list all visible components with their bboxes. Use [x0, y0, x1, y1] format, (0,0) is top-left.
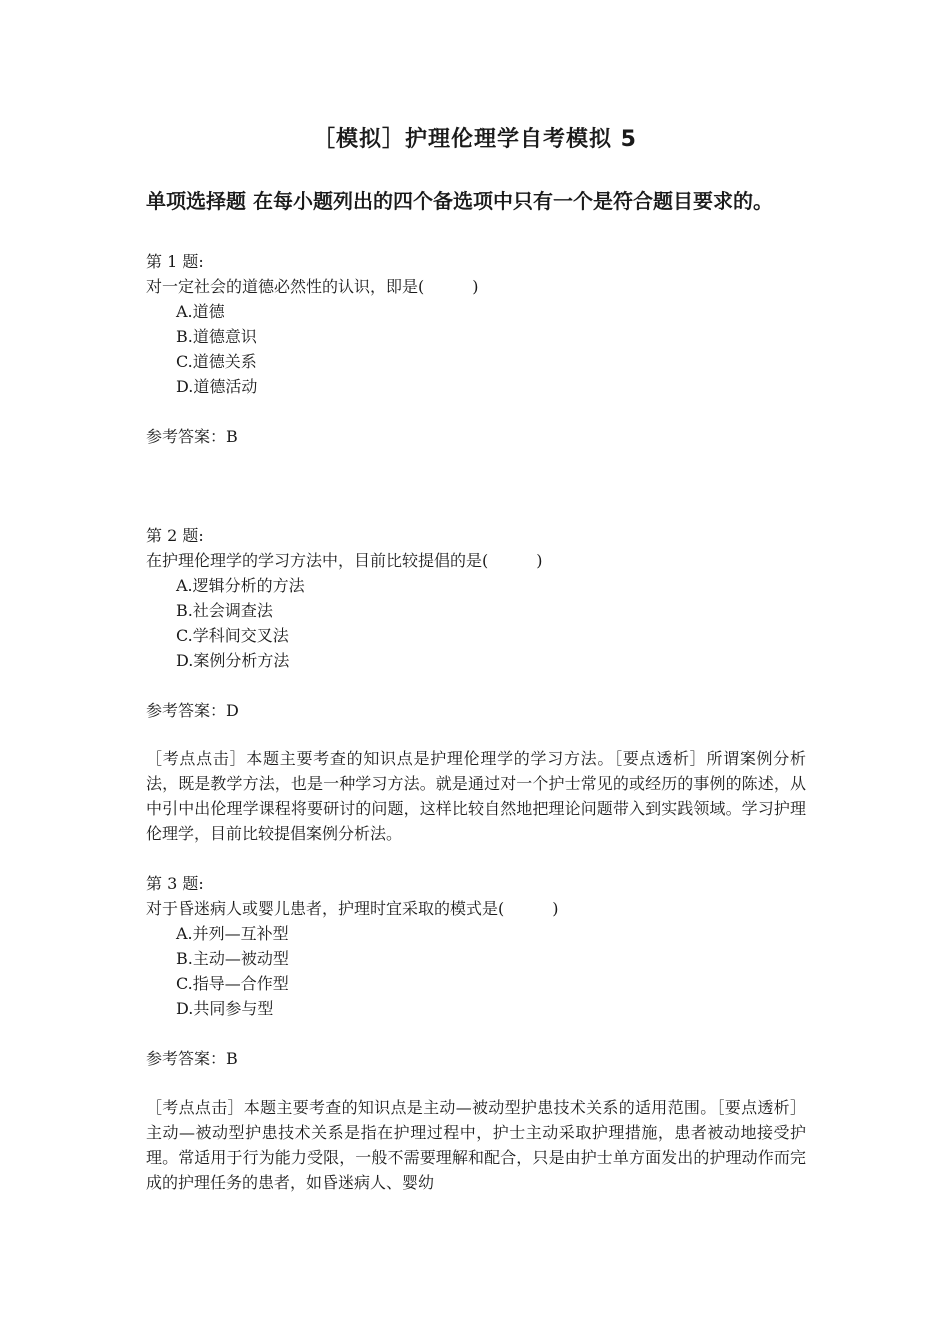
- option-b: B.道德意识: [176, 327, 257, 346]
- question-1: [146, 249, 816, 449]
- reference-answer: 参考答案：B: [146, 427, 238, 446]
- option-a: A.逻辑分析的方法: [176, 576, 305, 595]
- option-d: D.案例分析方法: [176, 651, 290, 670]
- document-title: ［模拟］护理伦理学自考模拟 5: [313, 127, 637, 152]
- option-d: D.道德活动: [176, 377, 258, 396]
- answer-analysis: ［考点点击］本题主要考查的知识点是主动—被动型护患技术关系的适用范围。［要点透析］主动—被动型护患技术关系是指在护理过程中，护士主动采取护理措施，患者被动地接受护理。常适用于行为能力受限，一般不需要理解和配合，只是由护士单方面发出的护理动作而完成的护理任务的患者，如昏迷病人、婴幼: [146, 1098, 806, 1192]
- option-d: D.共同参与型: [176, 999, 274, 1018]
- question-stem: 对于昏迷病人或婴儿患者，护理时宜采取的模式是( ): [146, 899, 559, 918]
- reference-answer: 参考答案：D: [146, 701, 239, 720]
- reference-answer: 参考答案：B: [146, 1049, 238, 1068]
- option-b: B.主动—被动型: [176, 949, 289, 968]
- option-a: A.道德: [176, 302, 225, 321]
- option-c: C.学科间交叉法: [176, 626, 289, 645]
- question-3: [146, 871, 816, 1071]
- option-c: C.指导—合作型: [176, 974, 289, 993]
- option-b: B.社会调查法: [176, 601, 273, 620]
- question-2: [146, 523, 816, 723]
- option-a: A.并列—互补型: [176, 924, 289, 943]
- question-stem: 对一定社会的道德必然性的认识，即是( ): [146, 277, 479, 296]
- option-c: C.道德关系: [176, 352, 257, 371]
- question-stem: 在护理伦理学的学习方法中，目前比较提倡的是( ): [146, 551, 543, 570]
- section-heading: 单项选择题 在每小题列出的四个备选项中只有一个是符合题目要求的。: [146, 189, 773, 213]
- question-number: 第 3 题:: [146, 874, 204, 893]
- question-number: 第 1 题:: [146, 252, 204, 271]
- question-number: 第 2 题:: [146, 526, 204, 545]
- answer-analysis: ［考点点击］本题主要考查的知识点是护理伦理学的学习方法。［要点透析］所谓案例分析法，既是教学方法，也是一种学习方法。就是通过对一个护士常见的或经历的事例的陈述，从中引中出伦理学课程将要研讨的问题，这样比较自然地把理论问题带入到实践领域。学习护理伦理学，目前比较提倡案例分析法。: [146, 749, 806, 843]
